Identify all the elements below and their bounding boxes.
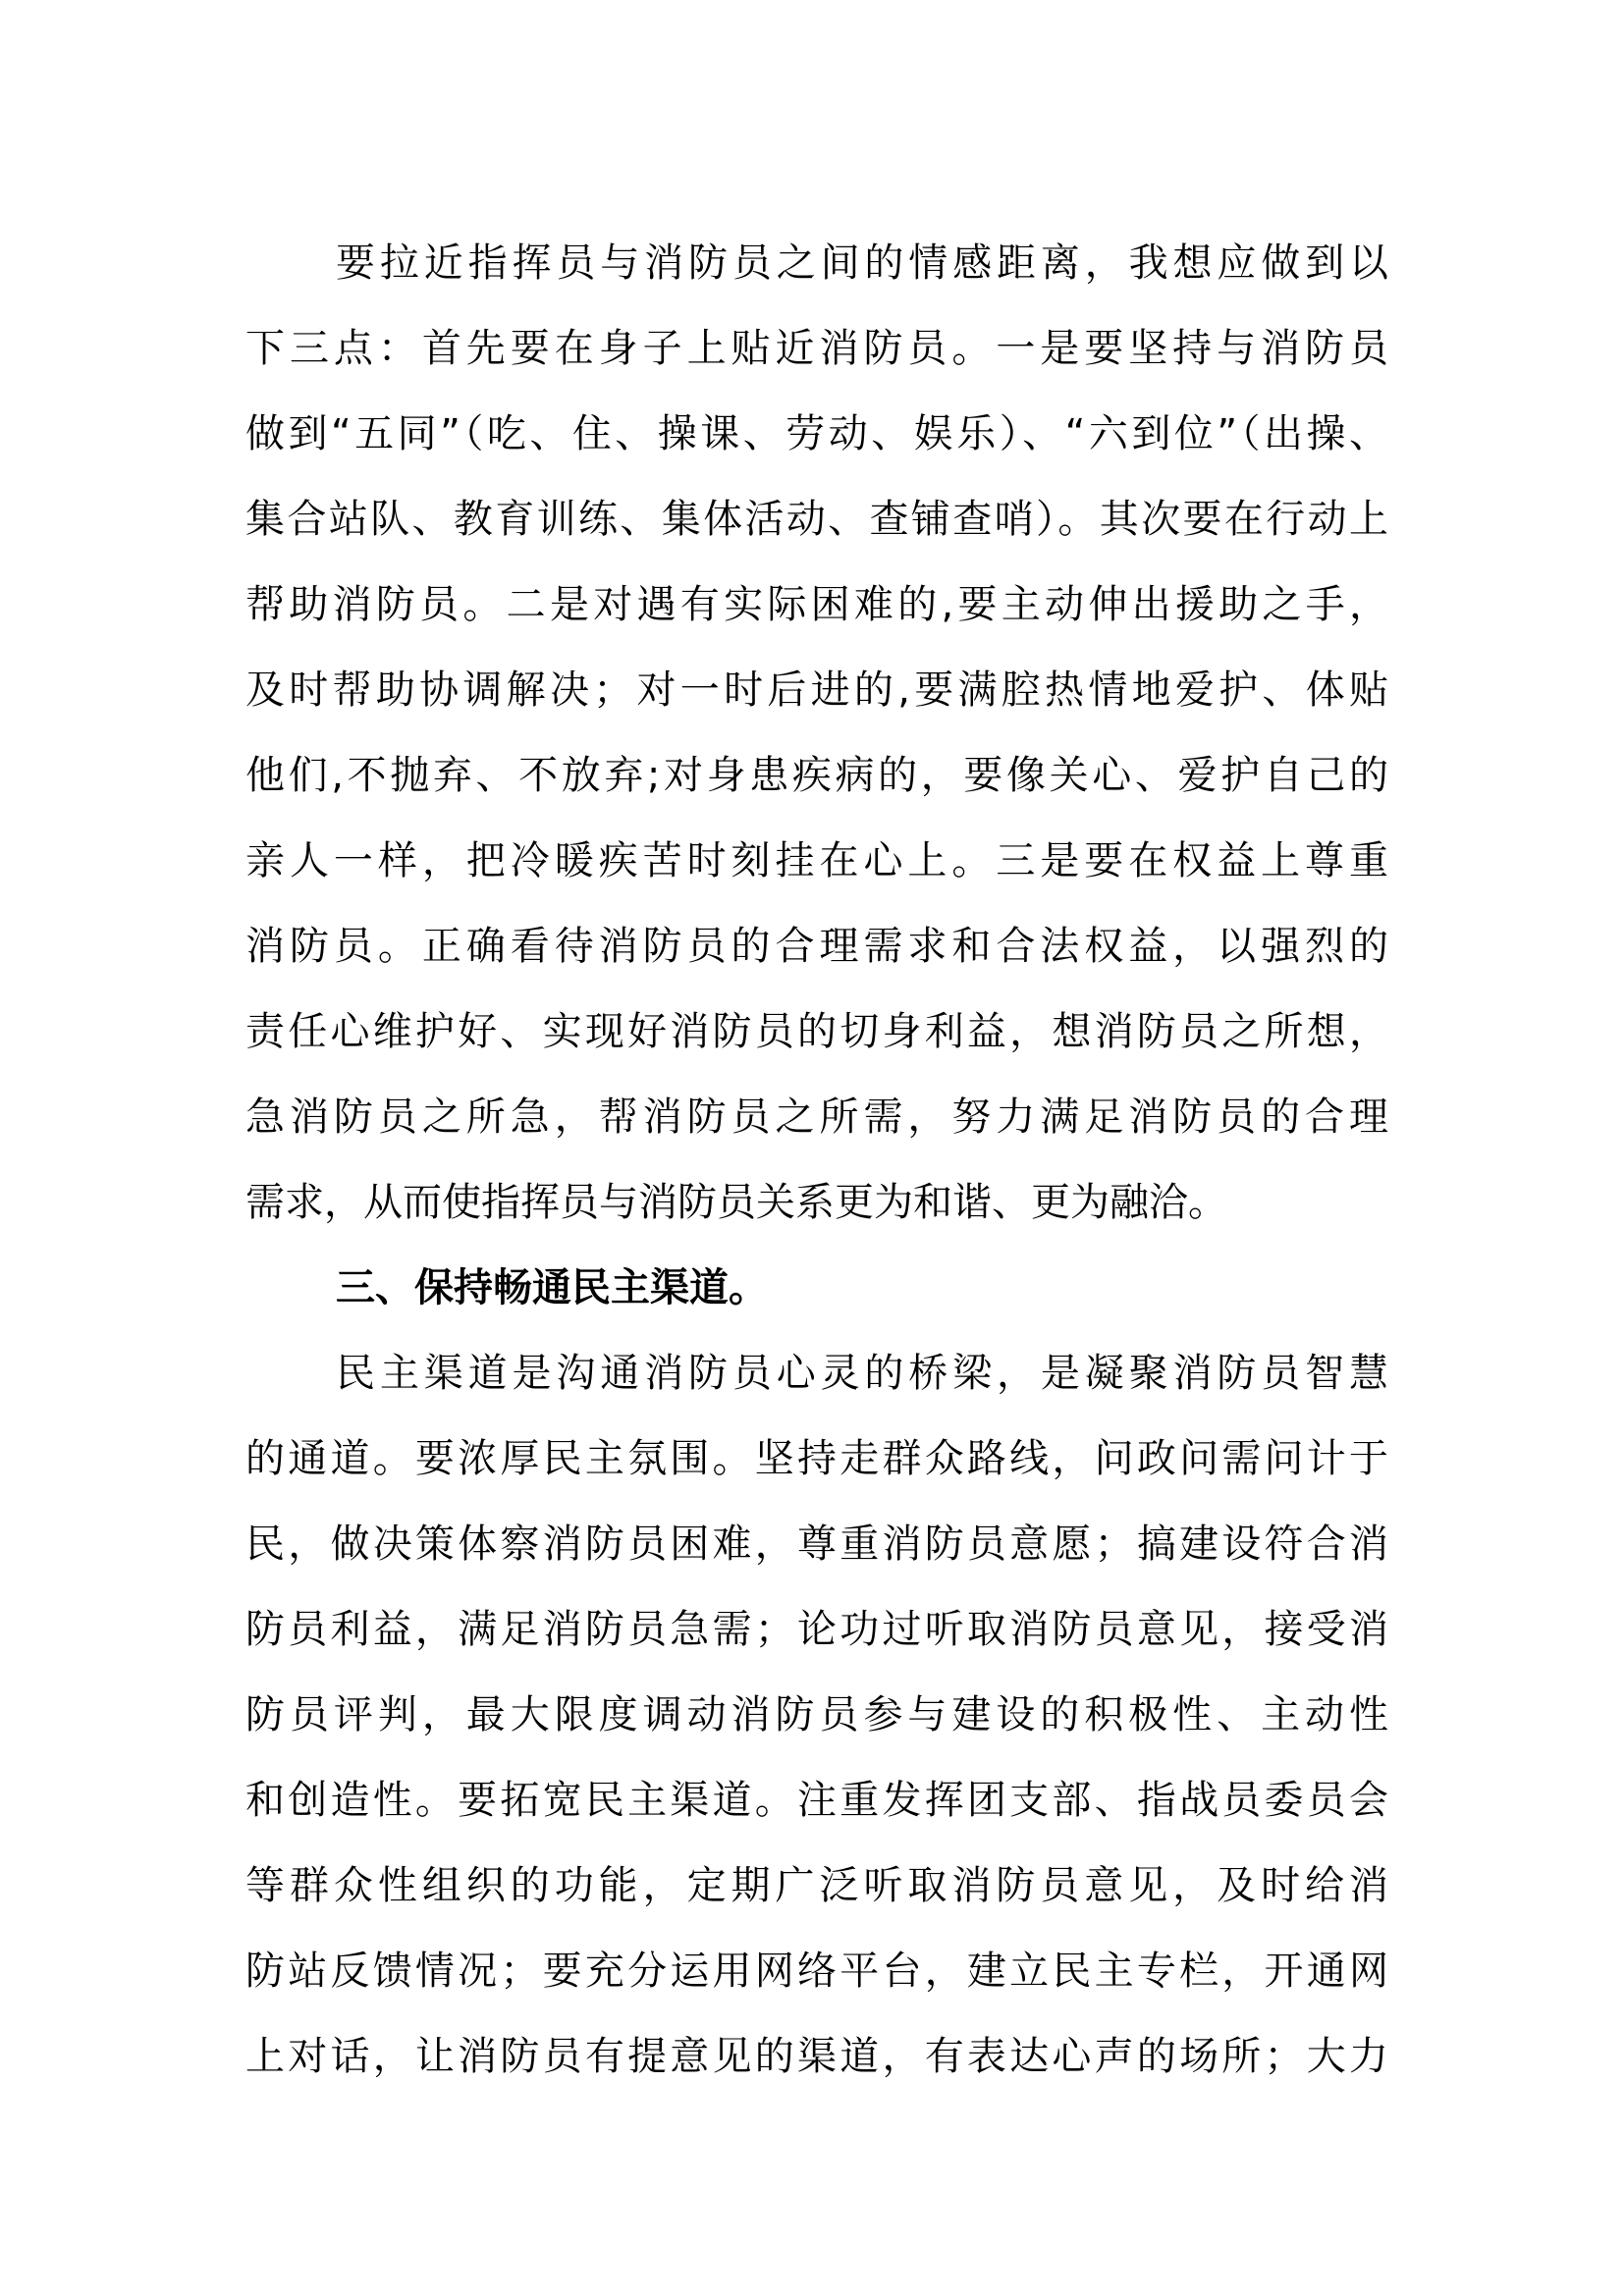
section-heading: 三、保持畅通民主渠道。: [336, 1265, 768, 1310]
paragraph-line: 上对话，让消防员有提意见的渠道，有表达心声的场所；大力: [245, 2034, 1388, 2079]
paragraph-line: 他们,不抛弃、不放弃;对身患疾病的，要像关心、爱护自己的: [245, 753, 1388, 798]
paragraph-line: 做到“五同”（吃、住、操课、劳动、娱乐）、“六到位”（出操、: [245, 411, 1388, 456]
paragraph-line: 防员评判，最大限度调动消防员参与建设的积极性、主动性: [245, 1692, 1388, 1737]
paragraph-line: 民，做决策体察消防员困难，尊重消防员意愿；搞建设符合消: [245, 1522, 1388, 1567]
paragraph-line: 等群众性组织的功能，定期广泛听取消防员意见，及时给消: [245, 1863, 1388, 1908]
paragraph-line: 集合站队、教育训练、集体活动、查铺查哨）。其次要在行动上: [245, 497, 1388, 542]
document-page: [245, 233, 1388, 2111]
paragraph-line: 需求，从而使指挥员与消防员关系更为和谐、更为融洽。: [245, 1180, 1227, 1225]
paragraph-line: 急消防员之所急，帮消防员之所需，努力满足消防员的合理: [245, 1095, 1388, 1140]
paragraph-line: 防员利益，满足消防员急需；论功过听取消防员意见，接受消: [245, 1607, 1388, 1652]
paragraph-line: 责任心维护好、实现好消防员的切身利益，想消防员之所想，: [245, 1009, 1388, 1054]
paragraph-line: 亲人一样，把冷暖疾苦时刻挂在心上。三是要在权益上尊重: [245, 838, 1388, 883]
paragraph-line: 及时帮助协调解决；对一时后进的,要满腔热情地爱护、体贴: [245, 667, 1388, 713]
paragraph-line: 和创造性。要拓宽民主渠道。注重发挥团支部、指战员委员会: [245, 1778, 1388, 1823]
paragraph-line: 要拉近指挥员与消防员之间的情感距离，我想应做到以: [336, 240, 1388, 286]
paragraph-line: 防站反馈情况；要充分运用网络平台，建立民主专栏，开通网: [245, 1949, 1388, 1994]
paragraph-line: 民主渠道是沟通消防员心灵的桥梁，是凝聚消防员智慧: [336, 1351, 1388, 1396]
paragraph-line: 的通道。要浓厚民主氛围。坚持走群众路线，问政问需问计于: [245, 1436, 1388, 1481]
paragraph-line: 下三点：首先要在身子上贴近消防员。一是要坚持与消防员: [245, 326, 1388, 371]
paragraph-line: 消防员。正确看待消防员的合理需求和合法权益，以强烈的: [245, 924, 1388, 969]
paragraph-line: 帮助消防员。二是对遇有实际困难的,要主动伸出援助之手，: [245, 582, 1388, 627]
